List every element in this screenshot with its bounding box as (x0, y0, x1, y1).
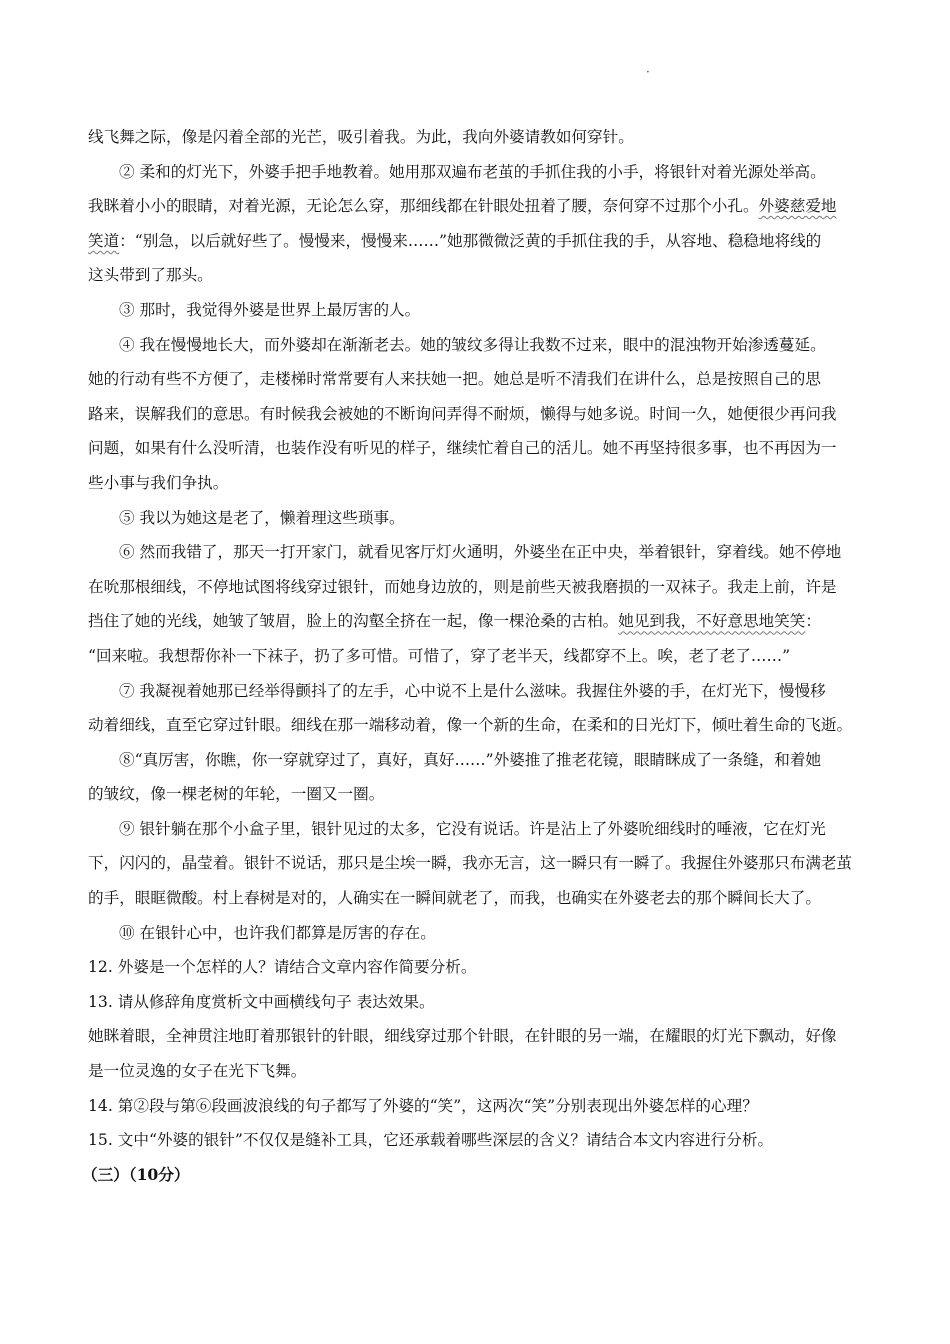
line-text: ：“别急，以后就好些了。慢慢来，慢慢来……”她那微微泛黄的手抓住我的手，从容地、稳稳地将线的 (119, 231, 822, 250)
text-line-q14 (88, 1089, 878, 1124)
text-line-q13 (88, 985, 878, 1020)
text-line-p2-l3 (88, 224, 878, 259)
line-text: ② 柔和的灯光下，外婆手把手地教着。她用那双遍布老茧的手抓住我的小手，将银针对着光源处举高。 (119, 162, 826, 181)
line-text: 下，闪闪的，晶莹着。银针不说话，那只是尘埃一瞬，我亦无言，这一瞬只有一瞬了。我握住外婆那只布满老茧 (88, 854, 853, 873)
text-line-p7-l2 (88, 708, 878, 743)
line-text: 挡住了她的光线，她皱了皱眉，脸上的沟壑全挤在一起，像一棵沧桑的古柏。 (88, 612, 619, 631)
line-text: 我眯着小小的眼睛，对着光源，无论怎么穿，那细线都在针眼处扭着了腰，奈何穿不过那个小孔。 (88, 197, 759, 216)
text-line-p4-l5 (88, 466, 878, 501)
text-line-p6-l4 (88, 639, 878, 674)
text-line-q15 (88, 1123, 878, 1158)
text-line-p4-l4 (88, 431, 878, 466)
text-line-p1-l1 (88, 120, 878, 155)
wavy-underlined-text: 外婆慈爱地 (758, 197, 837, 216)
text-line-p2-l2 (88, 189, 878, 224)
line-text: ⑥ 然而我错了，那天一打开家门，就看见客厅灯火通明，外婆坐在正中央，举着银针，穿着线。她不停地 (119, 543, 842, 562)
line-text: 14. 第②段与第⑥段画波浪线的句子都写了外婆的“笑”，这两次“笑”分别表现出外婆怎样的心理？ (88, 1096, 758, 1115)
text-line-p4-l2 (88, 362, 878, 397)
line-text: 13. 请从修辞角度赏析文中画横线句子 表达效果。 (88, 992, 435, 1011)
text-line-sec3 (82, 1158, 878, 1193)
line-text: ： (805, 612, 821, 631)
text-line-p6-l2 (88, 570, 878, 605)
line-text: 的手，眼眶微酸。村上春树是对的，人确实在一瞬间就老了，而我，也确实在外婆老去的那个瞬间长大了。 (88, 889, 821, 908)
text-line-p5-l1 (88, 501, 878, 536)
line-text: 12. 外婆是一个怎样的人？请结合文章内容作简要分析。 (88, 958, 477, 977)
text-line-q12 (88, 950, 878, 985)
line-text: 些小事与我们争执。 (88, 473, 229, 492)
document-body (82, 120, 878, 1192)
line-text: 的皱纹，像一棵老树的年轮，一圈又一圈。 (88, 785, 385, 804)
text-line-p9-l1 (88, 812, 878, 847)
text-line-q13-s2 (88, 1054, 878, 1089)
wavy-underlined-text: 笑道 (88, 231, 120, 250)
text-line-p2-l1 (88, 155, 878, 190)
text-line-q13-s1 (88, 1019, 878, 1054)
line-text: 她眯着眼，全神贯注地盯着那银针的针眼，细线穿过那个针眼，在针眼的另一端，在耀眼的灯光下飘动，好像 (88, 1027, 837, 1046)
line-text: ⑤ 我以为她这是老了，懒着理这些琐事。 (119, 508, 405, 527)
text-line-p3-l1 (88, 293, 878, 328)
line-text: ⑩ 在银针心中，也许我们都算是厉害的存在。 (119, 923, 436, 942)
text-line-p6-l3 (88, 604, 878, 639)
line-text: 在吮那根细线，不停地试图将线穿过银针，而她身边放的，则是前些天被我磨损的一双袜子。我走上前，许是 (88, 577, 837, 596)
line-text: 问题，如果有什么没听清，也装作没有听见的样子，继续忙着自己的活儿。她不再坚持很多事，也不再因为一 (88, 439, 837, 458)
line-text: 路来，误解我们的意思。有时候我会被她的不断询问弄得不耐烦，懒得与她多说。时间一久，她便很少再问我 (88, 404, 837, 423)
line-text: ④ 我在慢慢地长大，而外婆却在渐渐老去。她的皱纹多得让我数不过来，眼中的混浊物开始渗透蔓延。 (119, 335, 826, 354)
line-text: 动着细线，直至它穿过针眼。细线在那一端移动着，像一个新的生命，在柔和的日光灯下，倾吐着生命的飞逝。 (88, 716, 853, 735)
line-text: “回来啦。我想帮你补一下袜子，扔了多可惜。可惜了，穿了老半天，线都穿不上。唉，老了老了……” (88, 646, 791, 665)
line-text: ③ 那时，我觉得外婆是世界上最厉害的人。 (119, 300, 421, 319)
line-text: 15. 文中“外婆的银针”不仅仅是缝补工具，它还承载着哪些深层的含义？请结合本文内容进行分析。 (88, 1131, 774, 1150)
line-text: ⑦ 我凝视着她那已经举得颤抖了的左手，心中说不上是什么滋味。我握住外婆的手，在灯光下，慢慢移 (119, 681, 826, 700)
text-line-p10-l1 (88, 916, 878, 951)
text-line-p4-l1 (88, 328, 878, 363)
line-text: （三）（10分） (82, 1164, 190, 1184)
text-line-p8-l1 (88, 743, 878, 778)
text-line-p8-l2 (88, 777, 878, 812)
line-text: 线飞舞之际，像是闪着全部的光芒，吸引着我。为此，我向外婆请教如何穿针。 (88, 128, 634, 146)
line-text: 她的行动有些不方便了，走楼梯时常常要有人来扶她一把。她总是听不清我们在讲什么，总是按照自己的思 (88, 370, 821, 389)
header-dot: · (646, 65, 650, 79)
line-text: 是一位灵逸的女子在光下飞舞。 (88, 1062, 307, 1081)
text-line-p6-l1 (88, 535, 878, 570)
line-text: 这头带到了那头。 (88, 266, 213, 285)
line-text: ⑧“真厉害，你瞧，你一穿就穿过了，真好，真好……”外婆推了推老花镜，眼睛眯成了一条缝，和着她 (119, 750, 822, 769)
wavy-underlined-text: 她见到我，不好意思地笑笑 (618, 612, 806, 631)
text-line-p9-l3 (88, 881, 878, 916)
text-line-p9-l2 (88, 846, 878, 881)
text-line-p7-l1 (88, 674, 878, 709)
line-text: ⑨ 银针躺在那个小盒子里，银针见过的太多，它没有说话。许是沾上了外婆吮细线时的唾液，它在灯光 (119, 819, 826, 838)
text-line-p4-l3 (88, 397, 878, 432)
text-line-p2-l4 (88, 258, 878, 293)
